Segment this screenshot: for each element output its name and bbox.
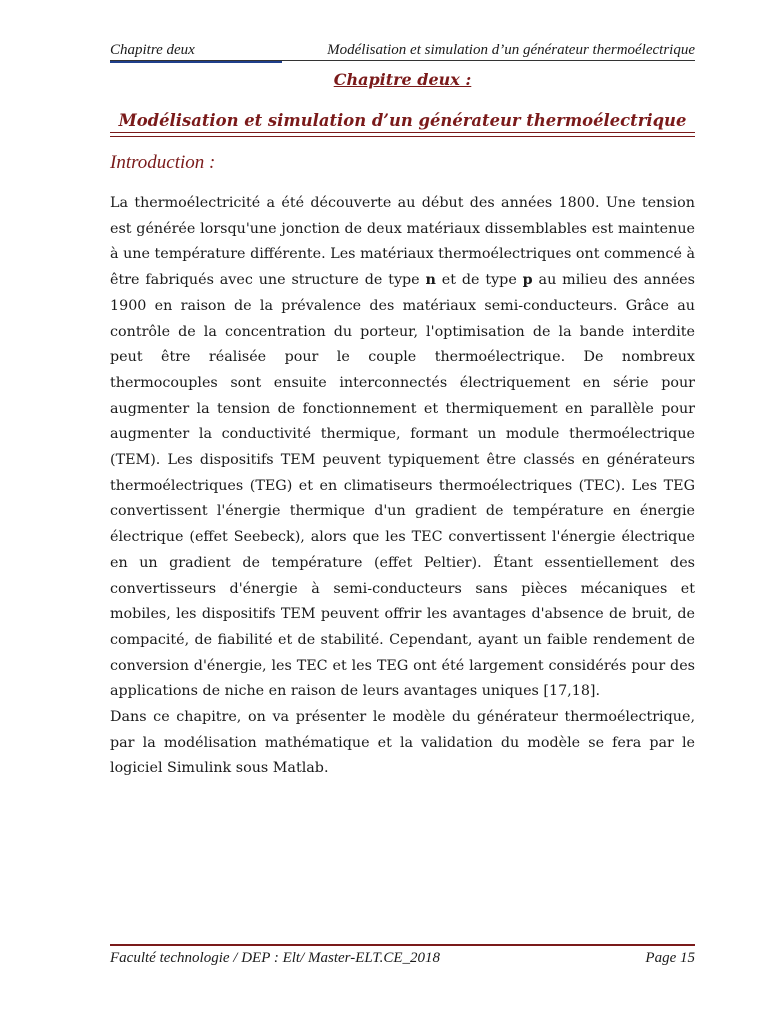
section-heading-introduction: Introduction : [110,152,216,173]
header-chapter-label: Chapitre deux [110,42,195,58]
type-p-bold: p [522,272,533,289]
header-accent-line [110,61,282,63]
chapter-subtitle [110,111,695,137]
paragraph-intro-part-1: La thermoélectricité a été découverte au début des années 1800. Une tension est générée lorsqu'une jonction de deux matériaux dissemblables est maintenue à une température différente. Les matériaux thermoélectriques ont commencé à être fabriqués avec une structure de type [110,195,695,289]
paragraph-chapter-plan: Dans ce chapitre, on va présenter le modèle du générateur thermoélectrique, par la modélisation mathématique et la validation du modèle se fera par le logiciel Simulink sous Matlab. [110,709,695,777]
paragraph-intro [110,191,695,705]
footer-page-number: Page 15 [645,950,695,966]
chapter-title: Chapitre deux : [333,70,472,89]
paragraph-intro-part-3: au milieu des années 1900 en raison de la prévalence des matériaux semi-conducteurs. Grâce au contrôle de la concentration du porteur, l'optimisation de la bande interdite peut être réalisée pour le couple thermoélectrique. De nombreux thermocouples sont ensuite interconnectés électriquement en série pour augmenter la tension de fonctionnement et thermiquement en parallèle pour augmenter la conductivité thermique, formant un module thermoélectrique (TEM). Les dispositifs TEM peuvent typiquement être classés en générateurs thermoélectriques (TEG) et en climatiseurs thermoélectriques (TEC). Les TEG convertissent l'énergie thermique d'un gradient de température en énergie électrique (effet Seebeck), alors que les TEC convertissent l'énergie électrique en un gradient de température (effet Peltier). Étant essentiellement des convertisseurs d'énergie à semi-conducteurs sans pièces mécaniques et mobiles, les dispositifs TEM peuvent offrir les avantages d'absence de bruit, de compacité, de fiabilité et de stabilité. Cependant, ayant un faible rendement de conversion d'énergie, les TEC et les TEG ont été largement considérés pour des applications de niche en raison de leurs avantages uniques [17,18]. [110,272,695,700]
page-footer [110,944,695,970]
paragraph-intro-part-2: et de type [435,272,523,289]
page-header [110,42,695,61]
header-chapter-title: Modélisation et simulation d’un générateur thermoélectrique [327,42,695,58]
chapter-subtitle-text: Modélisation et simulation d’un générateur thermoélectrique [118,111,687,130]
type-n-bold: n [425,272,436,289]
body-text [110,191,695,782]
chapter-subtitle-underline [110,132,695,137]
footer-institution: Faculté technologie / DEP : Elt/ Master-ELT.CE_2018 [110,950,441,966]
